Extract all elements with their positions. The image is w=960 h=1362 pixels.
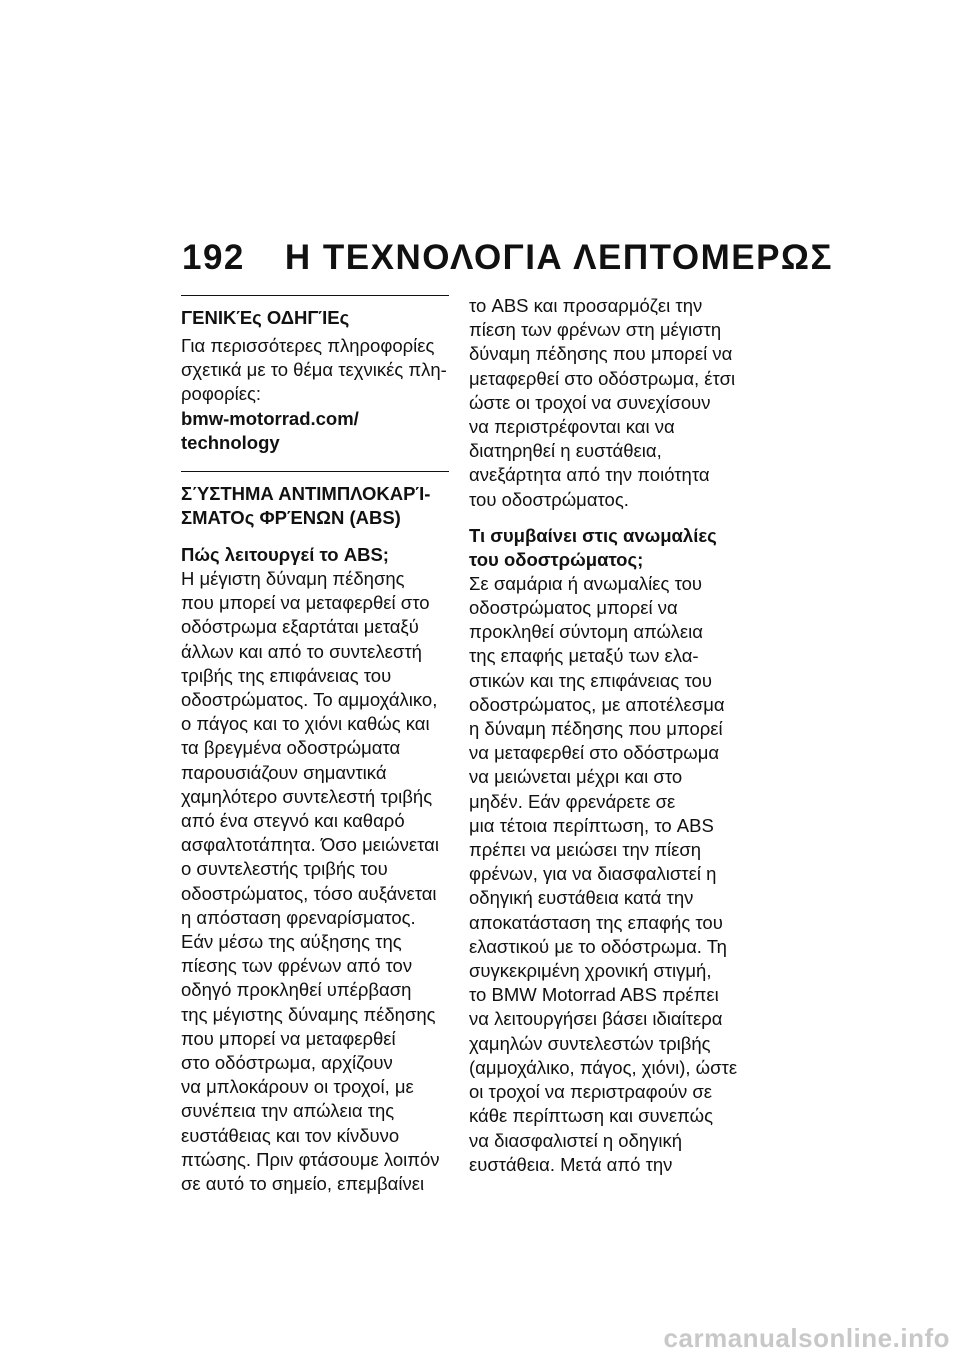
page-number: 192: [182, 238, 245, 277]
text-line: πίεσης των φρένων από τον: [181, 955, 413, 977]
text-line: φρένων, για να διασφαλιστεί η: [469, 863, 717, 885]
text-line: διατηρηθεί η ευστάθεια,: [469, 440, 662, 462]
text-line: η δύναμη πέδησης που μπορεί: [469, 718, 723, 740]
link-text[interactable]: bmw-motorrad.com/: [181, 407, 359, 429]
text-line: οδοστρώματος, τόσο αυξάνεται: [181, 882, 437, 904]
text-line: πτώσης. Πριν φτάσουμε λοιπόν: [181, 1148, 440, 1170]
text-line: ροφορίες:: [181, 383, 262, 405]
text-line: το ABS και προσαρμόζει την: [469, 295, 703, 316]
link-text[interactable]: technology: [181, 431, 280, 453]
general-heading: ΓΕΝΙΚΈς ΟΔΗΓΊΕς: [181, 307, 350, 328]
text-line: της μέγιστης δύναμης πέδησης: [181, 1003, 436, 1025]
text-line: να λειτουργήσει βάσει ιδιαίτερα: [469, 1008, 723, 1030]
text-line: ευστάθεια. Μετά από την: [469, 1153, 673, 1175]
text-line: αποκατάσταση της επαφής του: [469, 911, 723, 933]
text-line: Σε σαμάρια ή ανωμαλίες του: [469, 572, 703, 594]
text-line: τα βρεγμένα οδοστρώματα: [181, 737, 401, 759]
text-line: που μπορεί να μεταφερθεί στο: [181, 592, 430, 614]
text-line: του οδοστρώματος.: [469, 488, 629, 510]
text-line: μεταφερθεί στο οδόστρωμα, έτσι: [469, 367, 736, 389]
text-line: της επαφής μεταξύ των ελα-: [469, 645, 699, 667]
text-line: Εάν μέσω της αύξησης της: [181, 931, 402, 953]
uneven-road-text: [469, 572, 744, 1177]
text-line: ανεξάρτητα από την ποιότητα: [469, 464, 710, 486]
text-line: πρέπει να μειώσει την πίεση: [469, 839, 702, 861]
uneven-road-heading-line: Τι συμβαίνει στις ανωμαλίες: [469, 524, 717, 546]
text-line: τριβής της επιφάνειας του: [181, 664, 392, 686]
text-line: σε αυτό το σημείο, επεμβαίνει: [181, 1173, 425, 1195]
text-line: χαμηλών συντελεστών τριβής: [469, 1032, 711, 1054]
right-column: [469, 294, 744, 1177]
text-line: να μεταφερθεί στο οδόστρωμα: [469, 742, 720, 764]
text-line: παρουσιάζουν σημαντικά: [181, 761, 387, 783]
text-line: να μπλοκάρουν οι τροχοί, με: [181, 1076, 414, 1098]
text-line: ο συντελεστής τριβής του: [181, 858, 388, 880]
text-line: ελαστικού με το οδόστρωμα. Τη: [469, 935, 727, 957]
uneven-road-heading-line: του οδοστρώματος;: [469, 548, 644, 570]
text-line: το BMW Motorrad ABS πρέπει: [469, 984, 719, 1006]
bmw-technology-link[interactable]: [181, 407, 449, 455]
watermark: carmanualsonline.info: [663, 1323, 950, 1353]
text-line: κάθε περίπτωση και συνεπώς: [469, 1105, 714, 1127]
text-line: η απόσταση φρεναρίσματος.: [181, 906, 416, 928]
text-line: ο πάγος και το χιόνι καθώς και: [181, 713, 430, 735]
text-line: μηδέν. Εάν φρενάρετε σε: [469, 790, 676, 812]
abs-continued-text: [469, 294, 744, 512]
text-line: να διασφαλιστεί η οδηγική: [469, 1129, 683, 1151]
section-divider: [181, 295, 449, 296]
uneven-road-heading: [469, 524, 744, 572]
text-line: οδόστρωμα εξαρτάται μεταξύ: [181, 616, 419, 638]
text-line: συνέπεια την απώλεια της: [181, 1100, 395, 1122]
text-line: ευστάθειας και τον κίνδυνο: [181, 1124, 400, 1146]
text-line: Για περισσότερες πληροφορίες: [181, 335, 435, 356]
text-line: στικών και της επιφάνειας του: [469, 669, 712, 691]
how-abs-works-heading: Πώς λειτουργεί το ABS;: [181, 544, 389, 566]
text-line: οδοστρώματος, με αποτέλεσμα: [469, 693, 725, 715]
left-column: [181, 295, 449, 1196]
text-line: ώστε οι τροχοί να συνεχίσουν: [469, 391, 711, 413]
page-header: [182, 238, 833, 278]
chapter-title: Η ΤΕΧΝΟΛΟΓΙΑ ΛΕΠΤΟΜΕΡΩΣ: [284, 238, 833, 277]
text-line: συγκεκριμένη χρονική στιγμή,: [469, 960, 712, 982]
text-line: χαμηλότερο συντελεστή τριβής: [181, 785, 433, 807]
section-divider: [181, 471, 449, 472]
text-line: οδοστρώματος. Το αμμοχάλικο,: [181, 689, 438, 711]
abs-body-text: [181, 567, 449, 1196]
abs-heading: [181, 482, 449, 530]
text-line: προκληθεί σύντομη απώλεια: [469, 621, 703, 643]
text-line: Η μέγιστη δύναμη πέδησης: [181, 568, 405, 590]
general-text: [181, 334, 449, 407]
text-line: να μειώνεται μέχρι και στο: [469, 766, 683, 788]
text-line: οδοστρώματος μπορεί να: [469, 597, 678, 619]
text-line: που μπορεί να μεταφερθεί: [181, 1027, 396, 1049]
abs-heading-line: ΣΎΣΤΗΜΑ ΑΝΤΙΜΠΛΟΚΑΡΊ-: [181, 483, 431, 505]
text-line: οι τροχοί να περιστραφούν σε: [469, 1081, 713, 1103]
text-line: δύναμη πέδησης που μπορεί να: [469, 343, 733, 365]
text-line: σχετικά με το θέμα τεχνικές πλη-: [181, 359, 447, 381]
text-line: οδηγό προκληθεί υπέρβαση: [181, 979, 412, 1001]
abs-heading-line: ΣΜΑΤΟς ΦΡΈΝΩΝ (ABS): [181, 507, 401, 529]
text-line: ασφαλτοτάπητα. Όσο μειώνεται: [181, 834, 439, 856]
text-line: στο οδόστρωμα, αρχίζουν: [181, 1052, 393, 1074]
text-line: οδηγική ευστάθεια κατά την: [469, 887, 694, 909]
text-line: άλλων και από το συντελεστή: [181, 640, 422, 662]
text-line: μια τέτοια περίπτωση, το ABS: [469, 814, 714, 836]
text-line: να περιστρέφονται και να: [469, 416, 675, 438]
text-line: (αμμοχάλικο, πάγος, χιόνι), ώστε: [469, 1056, 738, 1078]
text-line: πίεση των φρένων στη μέγιστη: [469, 319, 722, 341]
text-line: από ένα στεγνό και καθαρό: [181, 810, 405, 832]
